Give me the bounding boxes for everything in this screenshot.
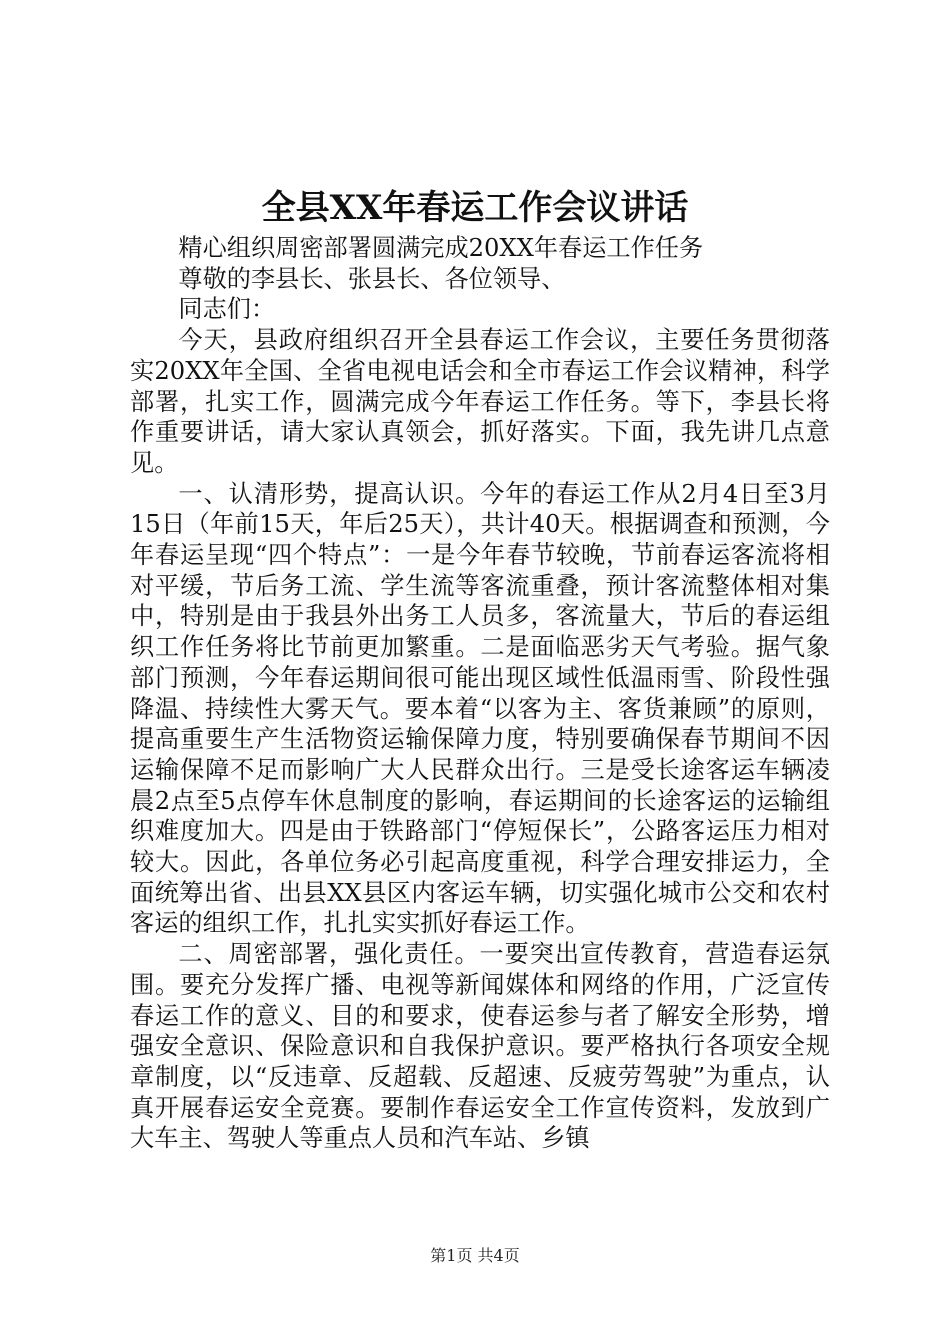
document-title: 全县XX年春运工作会议讲话 [261, 188, 689, 228]
document-body [130, 233, 830, 1154]
body-paragraph-intro: 今天，县政府组织召开全县春运工作会议，主要任务贯彻落实20XX年全国、全省电视电话会和全市春运工作会议精神，科学部署，扎实工作，圆满完成今年春运工作任务。等下，李县长将作重要讲话，请大家认真领会，抓好落实。下面，我先讲几点意见。 [130, 326, 830, 477]
body-paragraph-section-1: 一、认清形势，提高认识。今年的春运工作从2月4日至3月15日（年前15天，年后25天），共计40天。根据调查和预测，今年春运呈现“四个特点”：一是今年春节较晚，节前春运客流将相对平缓，节后务工流、学生流等客流重叠，预计客流整体相对集中，特别是由于我县外出务工人员多，客流量大，节后的春运组织工作任务将比节前更加繁重。二是面临恶劣天气考验。据气象部门预测，今年春运期间很可能出现区域性低温雨雪、阶段性强降温、持续性大雾天气。要本着“以客为主、客货兼顾”的原则，提高重要生产生活物资运输保障力度，特别要确保春节期间不因运输保障不足而影响广大人民群众出行。三是受长途客运车辆凌晨2点至5点停车休息制度的影响，春运期间的长途客运的运输组织难度加大。四是由于铁路部门“停短保长”，公路客运压力相对较大。因此，各单位务必引起高度重视，科学合理安排运力，全面统筹出省、出县XX县区内客运车辆，切实强化城市公交和农村客运的组织工作，扎扎实实抓好春运工作。 [130, 479, 830, 938]
body-paragraph-section-2: 二、周密部署，强化责任。一要突出宣传教育，营造春运氛围。要充分发挥广播、电视等新闻媒体和网络的作用，广泛宣传春运工作的意义、目的和要求，使春运参与者了解安全形势，增强安全意识、保险意识和自我保护意识。要严格执行各项安全规章制度，以“反违章、反超载、反超速、反疲劳驾驶”为重点，认真开展春运安全竞赛。要制作春运安全工作宣传资料，发放到广大车主、驾驶人等重点人员和汽车站、乡镇 [130, 940, 830, 1153]
salutation-paragraph: 尊敬的李县长、张县长、各位领导、 [178, 264, 566, 293]
salutation-comrades: 同志们： [178, 295, 276, 324]
subtitle-paragraph: 精心组织周密部署圆满完成20XX年春运工作任务 [178, 234, 704, 262]
page-footer: 第1页 共4页 [430, 1246, 520, 1265]
